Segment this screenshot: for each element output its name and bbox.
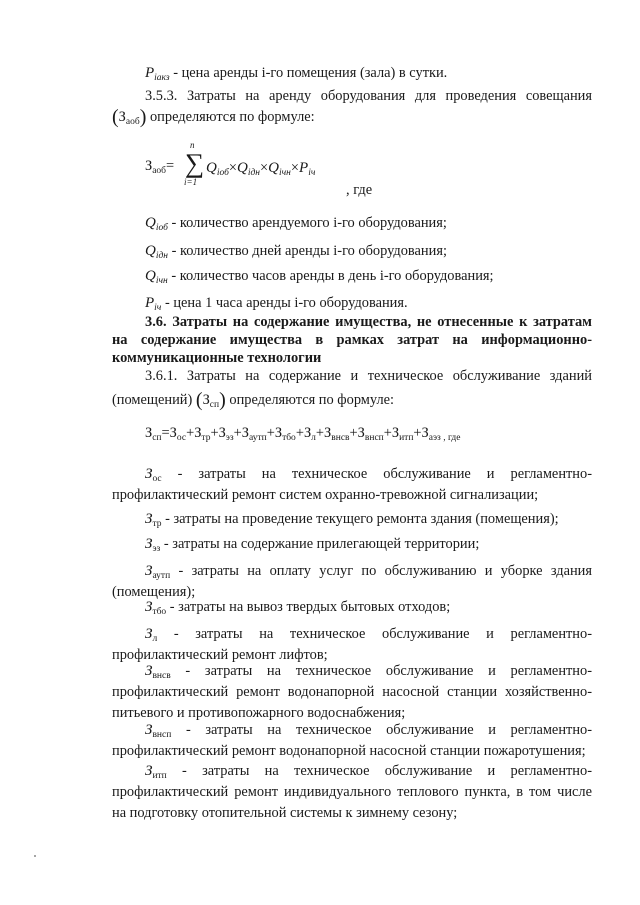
formula-terms (206, 160, 315, 178)
definition-text: - цена аренды i-го помещения (зала) в сутки. (173, 65, 448, 81)
formula-lhs: З (145, 158, 153, 174)
definition-text: - затраты на содержание прилегающей территории; (163, 536, 480, 552)
summation-lower-limit: i=1 (184, 177, 198, 187)
symbol: P (145, 65, 155, 81)
formula-symbol: Q (237, 160, 248, 176)
plus-sign: + (413, 425, 422, 441)
plus-sign: + (383, 425, 392, 441)
symbol-subscript: внсп (152, 730, 172, 740)
formula-symbol: З (169, 425, 177, 441)
definition-line (145, 267, 592, 290)
definition-line (112, 683, 592, 701)
definition-line (112, 486, 592, 504)
definition-line (145, 598, 592, 621)
definition-text: профилактический ремонт водонапорной насосной станции хозяйственно- (112, 684, 592, 700)
definition-line (145, 64, 592, 87)
definition-text: - затраты на техническое обслуживание и регламентно- (185, 663, 592, 679)
symbol-subscript: аутп (152, 571, 171, 581)
times-sign: × (290, 160, 300, 176)
paragraph-text: определяются по формуле: (149, 109, 315, 125)
plus-sign: + (295, 425, 304, 441)
definition-line (145, 510, 592, 533)
formula-symbol: З (194, 425, 202, 441)
symbol: З (118, 109, 126, 125)
definition-line (145, 562, 592, 585)
times-sign: × (260, 160, 269, 176)
definition-text: - количество часов аренды в день i-го оборудования; (171, 268, 494, 284)
definition-line (112, 742, 592, 760)
plus-sign: + (186, 425, 195, 441)
formula-subscript: эз (225, 433, 234, 443)
formula-subscript: iоб (216, 168, 229, 178)
paragraph-line: 3.6.1. Затраты на содержание и техническое обслуживание зданий (145, 368, 592, 384)
formula-lhs: З (145, 425, 153, 441)
scan-speck (34, 855, 36, 857)
definition-text: - затраты на техническое обслуживание и регламентно- (177, 466, 592, 482)
definition-text: - количество дней аренды i-го оборудования; (171, 243, 447, 259)
formula-subscript: внсв (331, 433, 350, 443)
equals-sign: = (161, 425, 170, 441)
formula-symbol: З (324, 425, 332, 441)
definition-text: - затраты на техническое обслуживание и регламентно- (182, 763, 592, 779)
symbol-subscript: ос (152, 474, 162, 484)
summation-upper-limit: n (190, 140, 195, 150)
formula-symbol: З (421, 425, 429, 441)
equals-sign: = (166, 158, 175, 174)
symbol: З (145, 626, 153, 642)
formula-subscript: внсп (364, 433, 384, 443)
definition-text: профилактический ремонт лифтов; (112, 647, 328, 663)
symbol-subscript: iч (154, 303, 162, 313)
formula-subscript: итп (399, 433, 414, 443)
formula-lhs-subscript: сп (152, 433, 162, 443)
formula-sp (145, 425, 460, 443)
plus-sign: + (210, 425, 219, 441)
symbol-subscript: iоб (155, 223, 168, 233)
definition-text: профилактический ремонт водонапорной насосной станции пожаротушения; (112, 743, 586, 759)
paragraph-text: определяются по формуле: (229, 392, 395, 408)
definition-text: - затраты на проведение текущего ремонта здания (помещения); (165, 511, 559, 527)
symbol-subscript: iакз (154, 73, 170, 83)
symbol-subscript: сп (209, 400, 220, 410)
definition-text: - цена 1 часа аренды i-го оборудования. (164, 295, 408, 311)
symbol-subscript: эз (152, 544, 161, 554)
definition-text: - затраты на оплату услуг по обслуживанию и уборке здания (178, 563, 592, 579)
plus-sign: + (233, 425, 242, 441)
section-heading: на содержание имущества в рамках затрат на информационно- (112, 332, 592, 348)
paragraph-line: 3.5.3. Затраты на аренду оборудования для проведения совещания (145, 88, 592, 104)
symbol-subscript: внсв (152, 671, 171, 681)
formula-symbol: З (303, 425, 312, 441)
plus-sign: + (315, 425, 325, 441)
paragraph-line: (помещений) $(З_{сп})$ определяются по формуле: (112, 389, 395, 411)
formula-symbol: Q (268, 160, 279, 176)
definition-text: - затраты на вывоз твердых бытовых отходов; (169, 599, 451, 615)
symbol: Q (145, 268, 156, 284)
symbol: З (145, 599, 153, 615)
definition-line (145, 721, 592, 744)
formula-subscript: л (311, 433, 316, 443)
definition-line (145, 762, 592, 785)
symbol: Q (145, 215, 156, 231)
section-heading: 3.6. Затраты на содержание имущества, не отнесенные к затратам (145, 314, 592, 330)
definition-line (112, 704, 592, 722)
definition-text: (помещения); (112, 584, 196, 600)
symbol-subscript: тр (152, 519, 162, 529)
definition-text: профилактический ремонт индивидуального теплового пункта, в том числе (112, 784, 592, 800)
formula-subscript: аутп (248, 433, 267, 443)
formula-subscript: ос (176, 433, 187, 443)
definition-text: - затраты на техническое обслуживание и регламентно- (185, 722, 593, 738)
section-heading: коммуникационные технологии (112, 350, 322, 366)
formula-lhs-subscript: аоб (152, 166, 167, 176)
symbol: Q (145, 243, 156, 259)
formula-subscript: iч (308, 168, 316, 178)
plus-sign: + (349, 425, 358, 441)
formula-subscript: iдн (247, 168, 261, 178)
formula-symbol: P (299, 160, 309, 176)
definition-line (145, 214, 592, 237)
formula-symbol: З (241, 425, 249, 441)
definition-line (112, 783, 592, 801)
symbol: З (145, 563, 153, 579)
times-sign: × (228, 160, 238, 176)
symbol: З (145, 511, 153, 527)
definition-text: - количество арендуемого i-го оборудования; (171, 215, 447, 231)
symbol: З (145, 466, 153, 482)
formula-symbol: З (391, 425, 400, 441)
symbol: З (202, 392, 210, 408)
summation-sign: ∑ (185, 148, 205, 178)
definition-line (145, 465, 592, 488)
symbol-subscript: iдн (155, 251, 169, 261)
definition-text: профилактический ремонт систем охранно-тревожной сигнализации; (112, 487, 539, 503)
formula-subscript: тбо (282, 433, 296, 443)
symbol: З (145, 763, 153, 779)
formula-subscript: iчн (279, 168, 291, 178)
symbol: З (145, 536, 153, 552)
formula-subscript: аэз (428, 433, 441, 443)
symbol-subscript: iчн (155, 276, 168, 286)
symbol-subscript: тбо (152, 607, 167, 617)
formula-symbol: Q (206, 160, 217, 176)
formula-gde: , где (346, 182, 373, 198)
definition-line (145, 625, 592, 648)
definition-line (145, 242, 592, 265)
formula-symbol: З (218, 425, 226, 441)
symbol: P (145, 295, 155, 311)
symbol-subscript: итп (152, 771, 167, 781)
symbol-subscript: аоб (125, 117, 140, 127)
definition-line (112, 804, 592, 822)
formula-symbol: З (274, 425, 283, 441)
paragraph-line: $(З_{аоб})$ определяются по формуле: (112, 106, 315, 128)
symbol: З (145, 722, 153, 738)
formula-symbol: З (357, 425, 365, 441)
symbol: З (145, 663, 153, 679)
formula-gde: , где (440, 433, 461, 443)
definition-text: - затраты на техническое обслуживание и регламентно- (173, 626, 592, 642)
plus-sign: + (266, 425, 275, 441)
definition-line (145, 662, 592, 685)
paragraph-text: (помещений) (112, 392, 193, 408)
formula-subscript: тр (201, 433, 211, 443)
definition-text: на подготовку отопительной системы к зимнему сезону; (112, 805, 458, 821)
symbol-subscript: л (152, 634, 158, 644)
definition-line (145, 535, 592, 558)
definition-text: питьевого и противопожарного водоснабжения; (112, 705, 406, 721)
